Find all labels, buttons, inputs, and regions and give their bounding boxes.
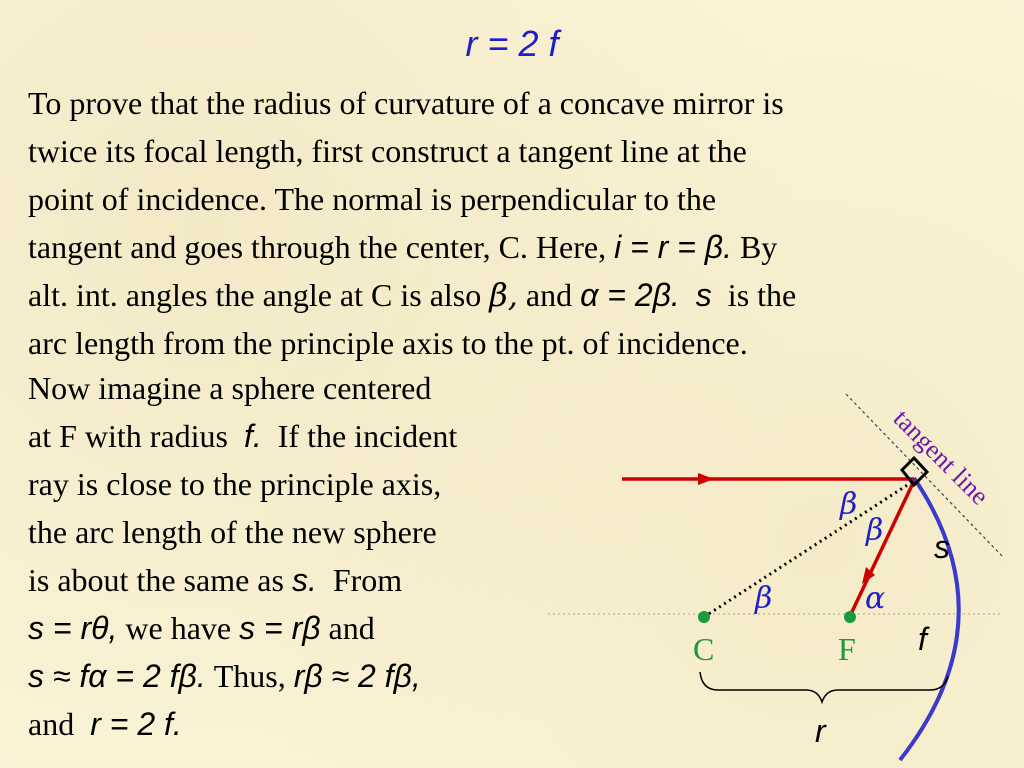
equation-alpha: α = 2β. (580, 277, 680, 313)
f-length-label: f (918, 621, 927, 657)
incident-arrowhead (698, 473, 714, 485)
equation-r-2f: r = 2 f. (90, 706, 182, 742)
equation-s-f-alpha: s ≈ fα = 2 fβ. (28, 658, 206, 694)
beta-label-top: β (840, 487, 858, 522)
center-point (698, 611, 710, 623)
f-point-label: F (838, 631, 856, 667)
para-line-1: To prove that the radius of curvature of a concave mirror is (28, 85, 784, 121)
c-point-label: C (693, 631, 715, 667)
r-brace (700, 672, 948, 702)
proof-line-6-text: we have (125, 610, 232, 646)
alpha-label: α (865, 581, 886, 616)
equation-s-r-theta: s = rθ, (28, 610, 118, 646)
para-line-6: arc length from the principle axis to the pt. of incidence. (28, 325, 748, 361)
proof-line-2-end: If the incident (277, 418, 458, 454)
proof-line-8-text: and (28, 706, 75, 742)
concave-mirror (900, 478, 959, 760)
para-line-5-end: is the (727, 277, 797, 313)
proof-line-2-text: at F with radius (28, 418, 228, 454)
focal-point (844, 611, 856, 623)
beta-label-c: β (755, 581, 773, 616)
equation-r-beta: rβ ≈ 2 fβ, (293, 658, 421, 694)
proof-line-7-text: Thus, (213, 658, 286, 694)
beta-label-right: β (866, 513, 884, 548)
beta-symbol: β, (489, 276, 518, 314)
f-symbol: f. (243, 418, 262, 454)
para-line-3: point of incidence. The normal is perpendicular to the (28, 181, 717, 217)
proof-line-5-text: is about the same as (28, 562, 284, 598)
para-line-4-text: tangent and goes through the center, C. Here, (28, 229, 607, 265)
proof-line-1: Now imagine a sphere centered (28, 370, 432, 406)
s-symbol: s (695, 277, 712, 313)
para-line-2: twice its focal length, first construct a tangent line at the (28, 133, 747, 169)
proof-line-4: the arc length of the new sphere (28, 514, 437, 550)
tangent-line-label: tangent line (887, 403, 995, 511)
proof-line-3: ray is close to the principle axis, (28, 466, 442, 502)
proof-line-6-end: and (328, 610, 375, 646)
s-symbol-2: s. (291, 562, 317, 598)
para-line-5-text: alt. int. angles the angle at C is also (28, 277, 482, 313)
r-length-label: r (815, 713, 826, 749)
page-title: r = 2 f (465, 23, 559, 64)
equation-i-r-beta: i = r = β. (614, 229, 732, 265)
equation-s-r-beta: s = rβ (239, 610, 321, 646)
s-arc-label: s (934, 529, 950, 565)
para-line-5-and: and (525, 277, 573, 313)
proof-line-5-end: From (332, 562, 403, 598)
para-line-4-end: By (739, 229, 778, 265)
